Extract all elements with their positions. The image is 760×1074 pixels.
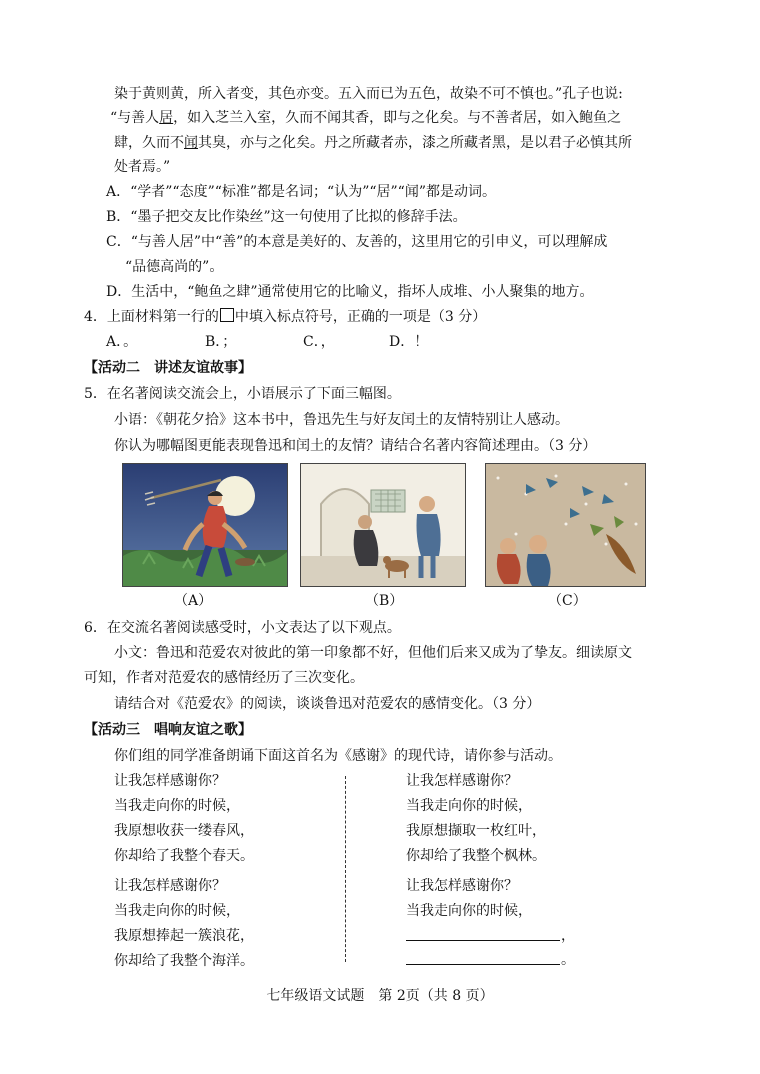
underlined-char-wen: 闻 [184,135,198,151]
answer-blank-1[interactable] [406,940,560,941]
q4-option-d: D．！ [389,334,429,350]
q3-option-c-line2: “品德高尚的”。 [125,259,224,275]
q6-stem: 6．在交流名著阅读感受时，小文表达了以下观点。 [84,620,401,636]
illustration-c [485,463,646,587]
q3-option-c-line1: C．“与善人居”中“善”的本意是美好的、友善的，这里用它的引申义，可以理解成 [106,234,608,250]
q4-option-a: A．。 [106,334,138,350]
poem-left-s2-l4: 你却给了我整个海洋。 [114,953,254,969]
poem-left-s1-l4: 你却给了我整个春天。 [114,848,254,864]
blank-1-punct: ， [561,928,575,944]
poem-right-s1-l2: 当我走向你的时候， [406,798,532,814]
q6-ask: 请结合对《范爱农》的阅读，谈谈鲁迅对范爱农的感情变化。（3 分） [114,696,541,712]
caption-b: （B） [365,593,404,609]
q5-quote: 小语：《朝花夕拾》这本书中，鲁迅先生与好友闰土的友情特别让人感动。 [114,412,569,428]
illustration-b [300,463,466,587]
q6-quote-line2: 可知，作者对范爱农的感情经历了三次变化。 [84,670,364,686]
q3-option-d: D．生活中，“鲍鱼之肆”通常使用它的比喻义，指坏人成堆、小人聚集的地方。 [106,284,594,300]
q5-ask: 你认为哪幅图更能表现鲁迅和闰土的友情？请结合名著内容简述理由。（3 分） [114,438,597,454]
blank-box-icon [220,308,234,322]
activity3-title: 【活动三 唱响友谊之歌】 [84,722,252,738]
caption-c: （C） [548,593,587,609]
poem-left-s1-l2: 当我走向你的时候， [114,798,240,814]
q4-option-c: C．， [303,334,335,350]
poem-right-s1-l1: 让我怎样感谢你？ [406,773,518,789]
poem-right-s2-l2: 当我走向你的时候， [406,903,532,919]
passage-line-3: 肆，久而不闻其臭，亦与之化矣。丹之所藏者赤，漆之所藏者黑，是以君子必慎其所 [114,135,632,151]
poem-left-s1-l1: 让我怎样感谢你？ [114,773,226,789]
underlined-char-ju: 居 [159,110,174,126]
poem-right-s1-l3: 我原想撷取一枚红叶， [406,823,546,839]
children-catching-birds-picture [486,464,645,586]
q5-stem: 5．在名著阅读交流会上，小语展示了下面三幅图。 [84,386,401,402]
activity2-title: 【活动二 讲述友谊故事】 [84,360,252,376]
illustration-a [122,463,288,587]
two-boys-with-dog-picture [301,464,465,586]
answer-blank-2[interactable] [406,964,560,965]
q3-option-b: B．“墨子把交友比作染丝”这一句使用了比拟的修辞手法。 [106,209,467,225]
q6-quote-line1: 小文：鲁迅和范爱农对彼此的第一印象都不好，但他们后来又成为了挚友。细读原文 [114,645,632,661]
caption-a: （A） [174,593,213,609]
q4-stem: 4．上面材料第一行的 中填入标点符号，正确的一项是（3 分） [84,309,487,325]
poem-right-s2-l1: 让我怎样感谢你？ [406,878,518,894]
q4-option-b: B．； [205,334,237,350]
poem-left-s2-l2: 当我走向你的时候， [114,903,240,919]
dashed-divider [345,776,346,962]
poem-right-s1-l4: 你却给了我整个枫林。 [406,848,546,864]
passage-line-1: 染于黄则黄，所入者变，其色亦变。五入而已为五色，故染不可不慎也。”孔子也说: [114,86,623,102]
q3-option-a: A．“学者”“态度”“标准”都是名词；“认为”“居”“闻”都是动词。 [106,184,496,200]
passage-line-4: 处者焉。” [114,159,171,175]
poem-left-s2-l3: 我原想捧起一簇浪花， [114,928,254,944]
passage-line-2: “与善人居，如入芝兰入室，久而不闻其香，即与之化矣。与不善者居，如入鲍鱼之 [110,110,622,126]
q7-intro: 你们组的同学准备朗诵下面这首名为《感谢》的现代诗，请你参与活动。 [114,748,562,764]
blank-2-punct: 。 [561,952,575,968]
poem-left-s1-l3: 我原想收获一缕春风， [114,823,254,839]
page-footer: 七年级语文试题 第 2页（共 8 页） [266,988,494,1004]
boy-with-pitchfork-picture [123,464,287,586]
poem-left-s2-l1: 让我怎样感谢你？ [114,878,226,894]
